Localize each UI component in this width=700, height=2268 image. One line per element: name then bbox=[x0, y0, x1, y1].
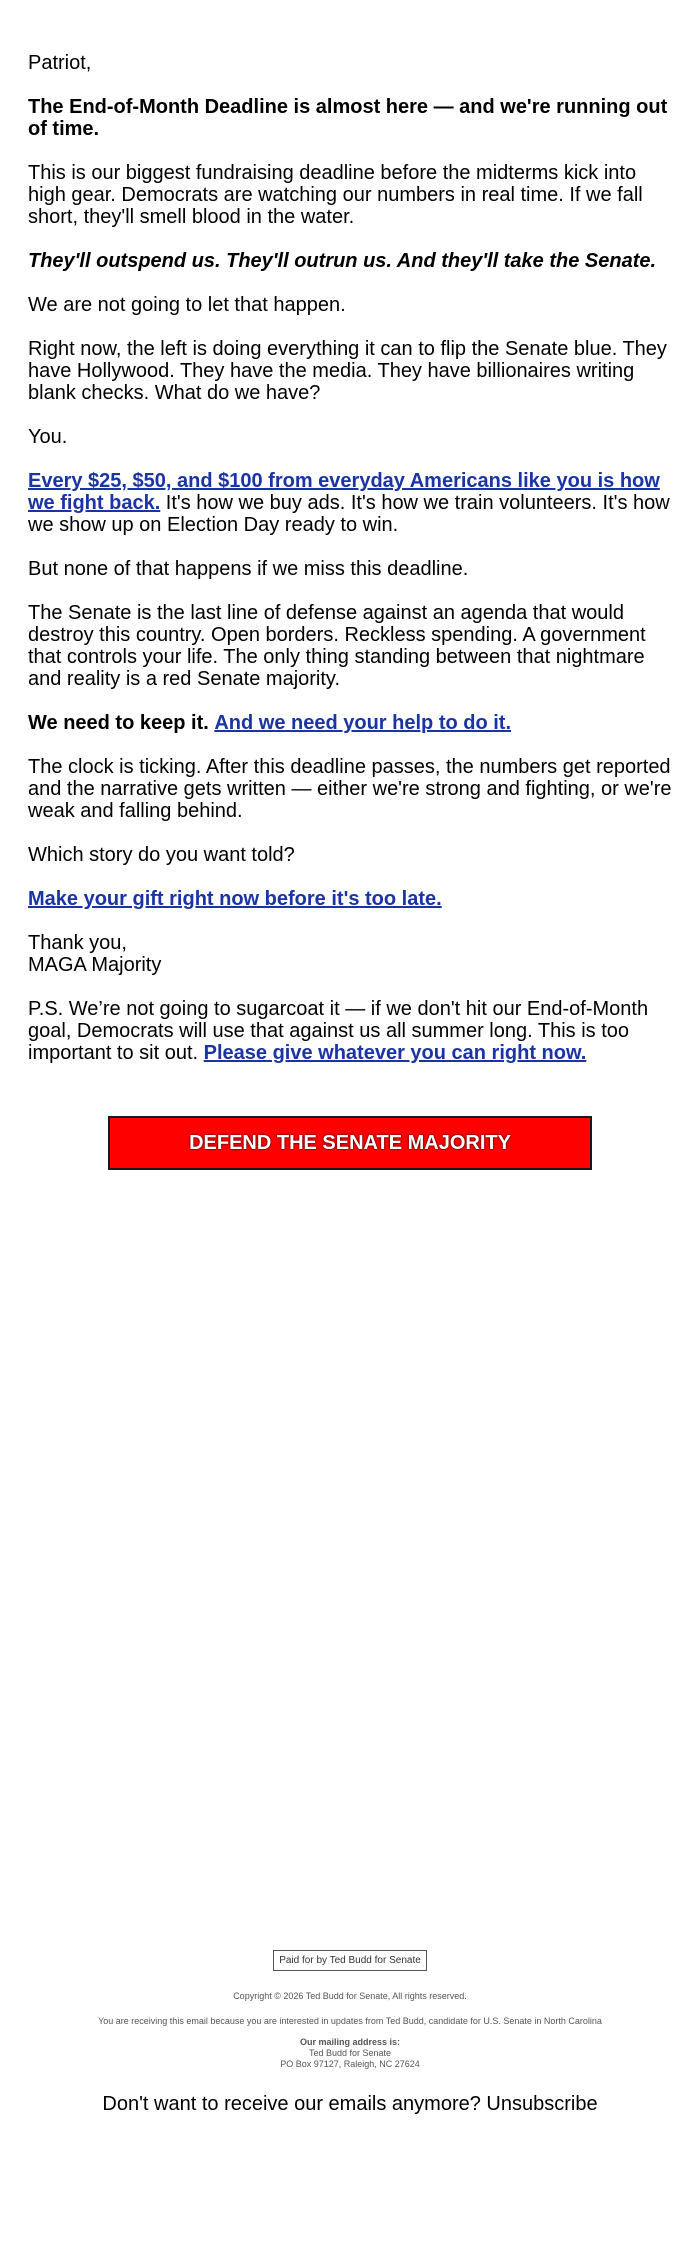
signoff-block bbox=[28, 932, 672, 976]
paragraph-senate: The Senate is the last line of defense against an agenda that would destroy this country. Open borders. Reckless spending. A government that controls your life. The only thing standing between that nightmare and reality is a red Senate majority. bbox=[28, 602, 646, 690]
ps-text: P.S. We’re not going to sugarcoat it — if we don't hit our End-of-Month goal, Democrats will use that against us all summer long. This is too important to sit out. bbox=[28, 998, 649, 1064]
everyday-rest-text: It's how we buy ads. It's how we train volunteers. It's how we show up on Election Day ready to win. bbox=[28, 492, 670, 536]
mailing-address-title: Our mailing address is: bbox=[299, 2037, 401, 2047]
paragraph-clock: The clock is ticking. After this deadline passes, the numbers get reported and the narrative gets written — either we're strong and fighting, or we're weak and falling behind. bbox=[28, 756, 672, 822]
paid-for-disclaimer: Paid for by Ted Budd for Senate bbox=[273, 1950, 427, 1971]
mailing-address: PO Box 97127, Raleigh, NC 27624 bbox=[280, 2059, 420, 2069]
unsubscribe-link[interactable]: Unsubscribe bbox=[486, 2093, 598, 2115]
paragraph-you: You. bbox=[28, 426, 68, 448]
subscription-reason: You are receiving this email because you are interested in updates from Ted Budd, candidate for U.S. Senate in North Carolina bbox=[98, 2016, 602, 2026]
mailing-name: Ted Budd for Senate bbox=[308, 2048, 392, 2058]
cta-container bbox=[0, 1116, 700, 1170]
everyday-americans-link[interactable]: Every $25, $50, and $100 from everyday Americans like you is how we fight back. bbox=[28, 470, 660, 514]
postscript bbox=[28, 998, 672, 1064]
signature: MAGA Majority bbox=[28, 954, 162, 976]
mailing-address-block bbox=[0, 2037, 700, 2070]
headline: The End-of-Month Deadline is almost here — and we're running out of time. bbox=[28, 96, 668, 140]
paragraph-everyday bbox=[28, 470, 672, 536]
paragraph-story: Which story do you want told? bbox=[28, 844, 295, 866]
footer bbox=[0, 1950, 700, 2116]
help-link[interactable]: And we need your help to do it. bbox=[214, 712, 512, 734]
signoff: Thank you, bbox=[28, 932, 127, 954]
emphasis-line: They'll outspend us. They'll outrun us. And they'll take the Senate. bbox=[28, 250, 657, 272]
unsubscribe-line bbox=[0, 2092, 700, 2116]
copyright-text: Copyright © 2026 Ted Budd for Senate, All rights reserved. bbox=[233, 1991, 467, 2001]
paragraph-keep-it bbox=[28, 712, 672, 734]
ps-give-link[interactable]: Please give whatever you can right now. bbox=[203, 1042, 587, 1064]
defend-senate-button[interactable]: DEFEND THE SENATE MAJORITY bbox=[108, 1116, 592, 1170]
keep-it-text: We need to keep it. bbox=[28, 712, 209, 734]
paragraph-left: Right now, the left is doing everything it can to flip the Senate blue. They have Hollywood. They have the media. They have billionaires writing blank checks. What do we have? bbox=[28, 338, 667, 404]
paragraph-gift bbox=[28, 888, 672, 910]
paragraph-none: But none of that happens if we miss this deadline. bbox=[28, 558, 469, 580]
paragraph-deadline: This is our biggest fundraising deadline before the midterms kick into high gear. Democrats are watching our numbers in real time. If we fall short, they'll smell blood in the water. bbox=[28, 162, 643, 228]
gift-link[interactable]: Make your gift right now before it's too late. bbox=[28, 888, 442, 910]
email-content bbox=[0, 0, 700, 1064]
unsubscribe-prompt: Don't want to receive our emails anymore? bbox=[102, 2093, 481, 2115]
paragraph-not-let: We are not going to let that happen. bbox=[28, 294, 346, 316]
greeting: Patriot, bbox=[28, 52, 92, 74]
